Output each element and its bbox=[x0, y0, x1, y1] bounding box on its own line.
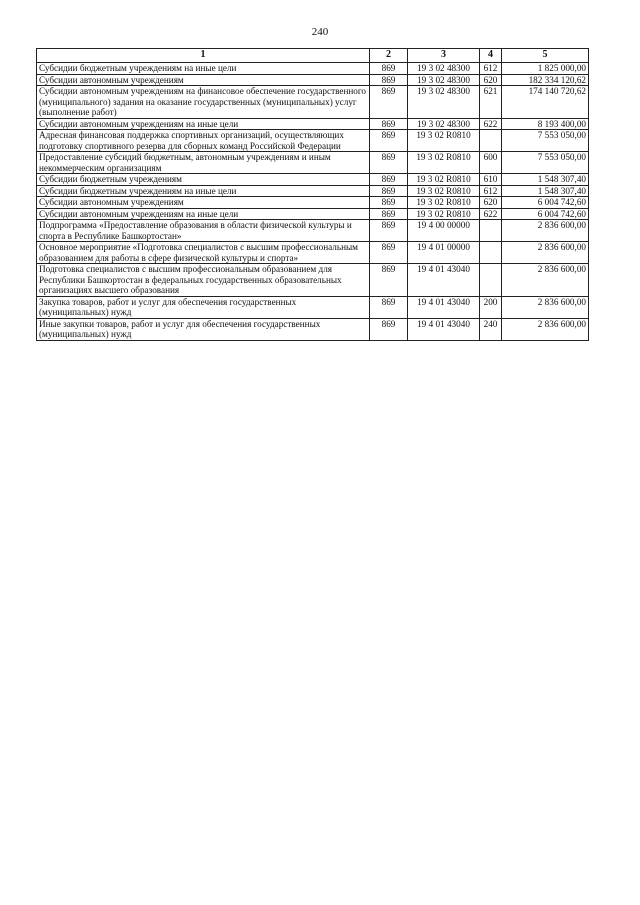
row-ved-code: 869 bbox=[370, 242, 408, 264]
row-ved-code: 869 bbox=[370, 318, 408, 340]
row-amount: 7 553 050,00 bbox=[502, 130, 589, 152]
row-amount: 7 553 050,00 bbox=[502, 152, 589, 174]
row-name: Подпрограмма «Предоставление образования в области физической культуры и спорта в Республике Башкортостан» bbox=[37, 220, 370, 242]
budget-table bbox=[36, 48, 589, 341]
row-ved-code: 869 bbox=[370, 185, 408, 197]
row-name: Субсидии бюджетным учреждениям на иные цели bbox=[37, 185, 370, 197]
row-name: Субсидии бюджетным учреждениям на иные цели bbox=[37, 63, 370, 75]
row-csr-code: 19 3 02 48300 bbox=[408, 74, 480, 86]
row-csr-code: 19 3 02 48300 bbox=[408, 63, 480, 75]
row-name: Субсидии автономным учреждениям на иные цели bbox=[37, 118, 370, 130]
row-amount: 2 836 600,00 bbox=[502, 296, 589, 318]
table-row bbox=[37, 86, 589, 119]
row-amount: 6 004 742,60 bbox=[502, 208, 589, 220]
row-name: Субсидии бюджетным учреждениям bbox=[37, 174, 370, 186]
row-vr-code bbox=[480, 242, 502, 264]
table-row bbox=[37, 74, 589, 86]
row-csr-code: 19 3 02 R0810 bbox=[408, 130, 480, 152]
row-name: Субсидии автономным учреждениям bbox=[37, 74, 370, 86]
table-row bbox=[37, 318, 589, 340]
row-ved-code: 869 bbox=[370, 296, 408, 318]
row-name: Адресная финансовая поддержка спортивных организаций, осуществляющих подготовку спортивного резерва для сборных команд Российской Федерации bbox=[37, 130, 370, 152]
row-amount: 2 836 600,00 bbox=[502, 264, 589, 297]
row-name: Подготовка специалистов с высшим профессиональным образованием для Республики Башкортостан в федеральных государственных образовательных организациях высшего образования bbox=[37, 264, 370, 297]
row-name: Основное мероприятие «Подготовка специалистов с высшим профессиональным образованием для работы в сфере физической культуры и спорта» bbox=[37, 242, 370, 264]
row-ved-code: 869 bbox=[370, 208, 408, 220]
row-name: Закупка товаров, работ и услуг для обеспечения государственных (муниципальных) нужд bbox=[37, 296, 370, 318]
row-ved-code: 869 bbox=[370, 63, 408, 75]
table-row bbox=[37, 152, 589, 174]
row-vr-code bbox=[480, 264, 502, 297]
row-amount: 1 548 307,40 bbox=[502, 174, 589, 186]
row-vr-code: 200 bbox=[480, 296, 502, 318]
row-csr-code: 19 3 02 48300 bbox=[408, 118, 480, 130]
row-csr-code: 19 4 01 43040 bbox=[408, 296, 480, 318]
row-vr-code bbox=[480, 130, 502, 152]
row-vr-code: 622 bbox=[480, 118, 502, 130]
row-amount: 6 004 742,60 bbox=[502, 197, 589, 209]
table-header-row bbox=[37, 49, 589, 63]
row-csr-code: 19 3 02 R0810 bbox=[408, 152, 480, 174]
header-col-2: 2 bbox=[370, 49, 408, 63]
row-amount: 2 836 600,00 bbox=[502, 242, 589, 264]
header-col-4: 4 bbox=[480, 49, 502, 63]
row-amount: 8 193 400,00 bbox=[502, 118, 589, 130]
row-csr-code: 19 3 02 48300 bbox=[408, 86, 480, 119]
row-csr-code: 19 4 00 00000 bbox=[408, 220, 480, 242]
row-amount: 1 548 307,40 bbox=[502, 185, 589, 197]
row-ved-code: 869 bbox=[370, 118, 408, 130]
table-row bbox=[37, 208, 589, 220]
row-vr-code: 240 bbox=[480, 318, 502, 340]
header-col-1: 1 bbox=[37, 49, 370, 63]
table-row bbox=[37, 264, 589, 297]
table-row bbox=[37, 174, 589, 186]
table-row bbox=[37, 242, 589, 264]
row-amount: 174 140 720,62 bbox=[502, 86, 589, 119]
table-body bbox=[37, 63, 589, 341]
row-amount: 1 825 000,00 bbox=[502, 63, 589, 75]
row-csr-code: 19 3 02 R0810 bbox=[408, 185, 480, 197]
row-ved-code: 869 bbox=[370, 74, 408, 86]
page-number: 240 bbox=[311, 26, 329, 38]
row-vr-code: 622 bbox=[480, 208, 502, 220]
row-csr-code: 19 3 02 R0810 bbox=[408, 174, 480, 186]
row-vr-code: 612 bbox=[480, 185, 502, 197]
row-name: Субсидии автономным учреждениям bbox=[37, 197, 370, 209]
row-ved-code: 869 bbox=[370, 152, 408, 174]
row-ved-code: 869 bbox=[370, 264, 408, 297]
row-name: Субсидии автономным учреждениям на финансовое обеспечение государственного (муниципального) задания на оказание государственных (муниципальных) услуг (выполнение работ) bbox=[37, 86, 370, 119]
table-row bbox=[37, 130, 589, 152]
row-ved-code: 869 bbox=[370, 197, 408, 209]
header-col-5: 5 bbox=[502, 49, 589, 63]
row-vr-code: 610 bbox=[480, 174, 502, 186]
row-vr-code: 600 bbox=[480, 152, 502, 174]
row-name: Иные закупки товаров, работ и услуг для обеспечения государственных (муниципальных) нужд bbox=[37, 318, 370, 340]
row-amount: 182 334 120,62 bbox=[502, 74, 589, 86]
row-vr-code: 620 bbox=[480, 197, 502, 209]
row-csr-code: 19 3 02 R0810 bbox=[408, 197, 480, 209]
table-row bbox=[37, 220, 589, 242]
table-row bbox=[37, 296, 589, 318]
table-row bbox=[37, 63, 589, 75]
row-amount: 2 836 600,00 bbox=[502, 318, 589, 340]
row-csr-code: 19 4 01 43040 bbox=[408, 264, 480, 297]
table-row bbox=[37, 197, 589, 209]
row-vr-code: 620 bbox=[480, 74, 502, 86]
row-vr-code: 612 bbox=[480, 63, 502, 75]
table-row bbox=[37, 185, 589, 197]
row-csr-code: 19 4 01 43040 bbox=[408, 318, 480, 340]
row-ved-code: 869 bbox=[370, 130, 408, 152]
row-csr-code: 19 4 01 00000 bbox=[408, 242, 480, 264]
row-csr-code: 19 3 02 R0810 bbox=[408, 208, 480, 220]
row-name: Предоставление субсидий бюджетным, автономным учреждениям и иным некоммерческим организациям bbox=[37, 152, 370, 174]
row-amount: 2 836 600,00 bbox=[502, 220, 589, 242]
row-vr-code: 621 bbox=[480, 86, 502, 119]
row-ved-code: 869 bbox=[370, 174, 408, 186]
header-col-3: 3 bbox=[408, 49, 480, 63]
table-row bbox=[37, 118, 589, 130]
row-vr-code bbox=[480, 220, 502, 242]
row-ved-code: 869 bbox=[370, 220, 408, 242]
row-ved-code: 869 bbox=[370, 86, 408, 119]
row-name: Субсидии автономным учреждениям на иные цели bbox=[37, 208, 370, 220]
